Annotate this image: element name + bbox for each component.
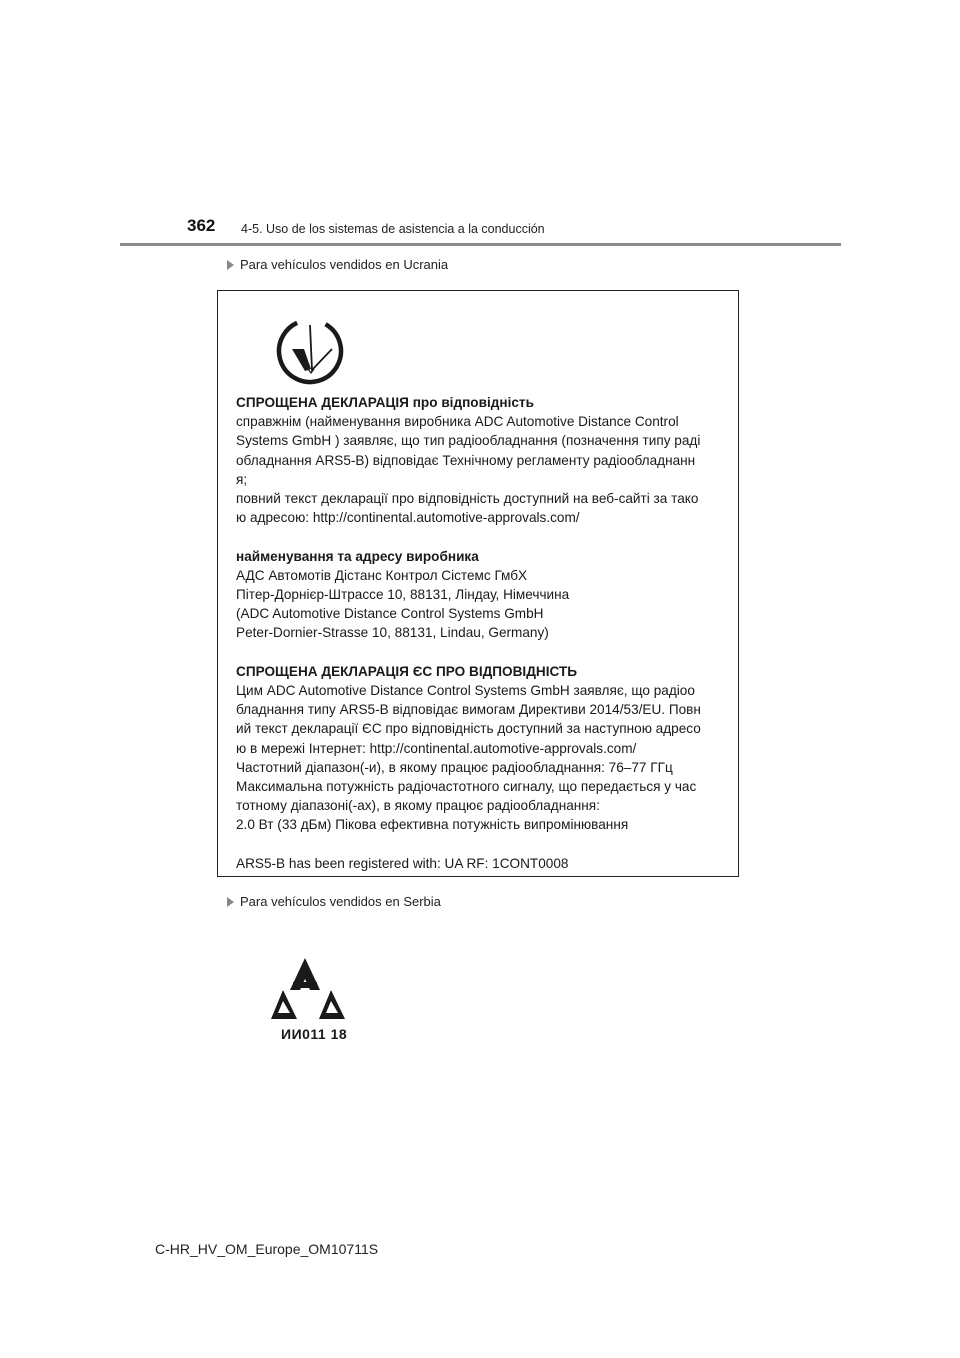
declaration-line: тотному діапазоні(-ах), в якому працює радіообладнання: [236,798,600,814]
paragraph-gap [236,835,736,854]
declaration-line: справжнім (найменування виробника ADC Automotive Distance Control [236,414,679,430]
ukrainian-conformity-mark-icon [274,315,346,387]
declaration-line: Частотний діапазон(-и), в якому працює радіообладнання: 76–77 ГГц [236,759,673,775]
triangle-bullet-icon [227,897,234,907]
declaration-line: АДС Автомотів Дістанс Контрол Сістемс ГмбХ [236,567,528,583]
page-number: 362 [187,216,216,235]
serbian-conformity-triangles-icon [268,953,358,1023]
declaration-line: ю адресою: http://continental.automotive-approvals.com/ [236,510,580,526]
declaration-line: Максимальна потужність радіочастотного сигналу, що передається у час [236,779,697,795]
declaration-heading: СПРОЩЕНА ДЕКЛАРАЦІЯ ЄС ПРО ВІДПОВІДНІСТЬ [236,663,578,679]
declaration-line: бладнання типу ARS5-B відповідає вимогам Директиви 2014/53/EU. Повн [236,702,701,718]
triangle-bullet-icon [227,260,234,270]
declaration-line: ARS5-B has been registered with: UA RF: 1CONT0008 [236,855,569,871]
serbia-heading-label: Para vehículos vendidos en Serbia [240,894,441,909]
header-rule [120,243,841,246]
declaration-line: Цим ADC Automotive Distance Control Systems GmbH заявляє, що радіоо [236,683,695,699]
ukraine-declaration-box [217,290,739,877]
serbia-approval-code: ИИ011 18 [281,1026,348,1042]
declaration-heading: найменування та адресу виробника [236,548,479,564]
footer-document-code: C-HR_HV_OM_Europe_OM10711S [155,1241,379,1257]
declaration-line: Пітер-Дорнієр-Штрассе 10, 88131, Ліндау, Німеччина [236,587,570,603]
declaration-line: ю в мережі Інтернет: http://continental.automotive-approvals.com/ [236,740,637,756]
declaration-line: 2.0 Вт (33 дБм) Пікова ефективна потужність випромінювання [236,817,629,833]
declaration-heading: СПРОЩЕНА ДЕКЛАРАЦІЯ про відповідність [236,395,534,410]
ukraine-heading-label: Para vehículos vendidos en Ucrania [240,257,449,272]
section-title: 4-5. Uso de los sistemas de asistencia a la conducción [241,222,545,236]
declaration-line: Systems GmbH ) заявляє, що тип радіообладнання (позначення типу раді [236,433,701,449]
declaration-line: обладнання ARS5-B) відповідає Технічному регламенту радіообладнанн [236,452,696,468]
declaration-line: Peter-Dornier-Strasse 10, 88131, Lindau, Germany) [236,625,549,641]
declaration-line: я; [236,471,248,487]
ukraine-heading [227,257,448,272]
declaration-text [236,393,736,873]
paragraph-gap [236,527,736,546]
declaration-line: ий текст декларації ЄС про відповідність доступний за наступною адресо [236,721,701,737]
serbia-heading [227,894,441,909]
declaration-line: (ADC Automotive Distance Control Systems GmbH [236,606,544,622]
paragraph-gap [236,643,736,662]
declaration-line: повний текст декларації про відповідність доступний на веб-сайті за тако [236,491,699,507]
